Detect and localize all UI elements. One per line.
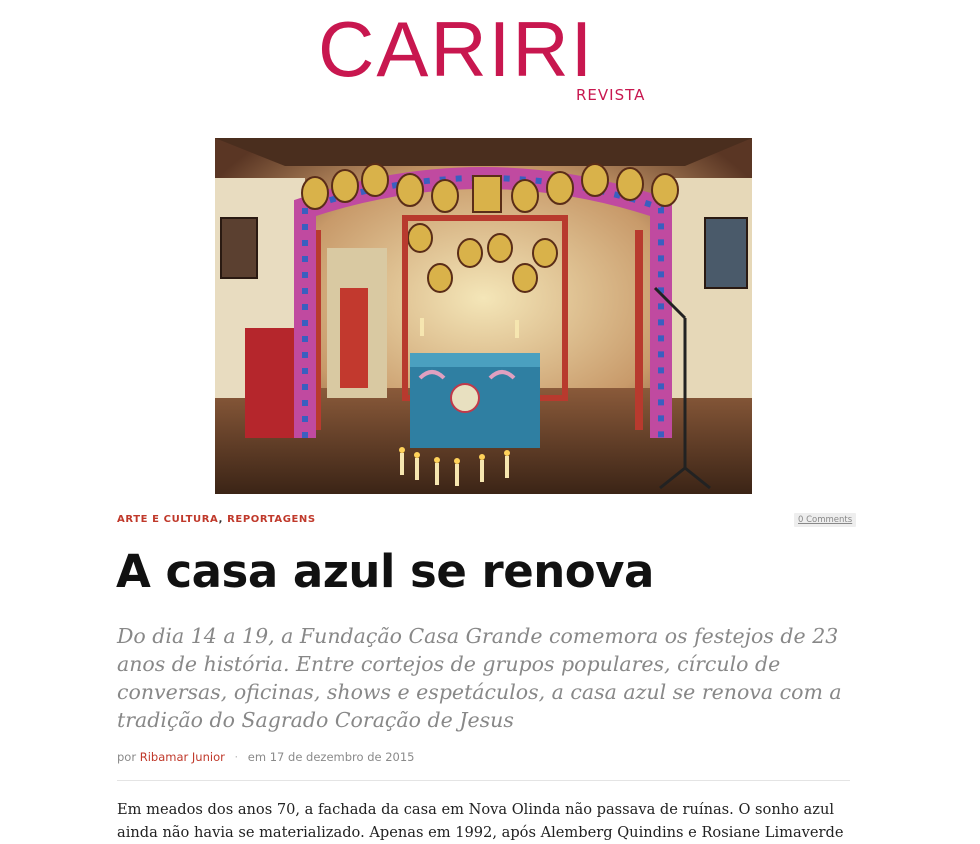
author-link[interactable]: Ribamar Junior — [139, 750, 225, 764]
article-categories — [117, 514, 316, 525]
article-byline — [117, 750, 415, 764]
category-link-arte-e-cultura[interactable]: ARTE E CULTURA — [117, 514, 219, 525]
altar-photo — [215, 138, 752, 494]
article-title: A casa azul se renova — [116, 545, 654, 598]
article-body-paragraph: Em meados dos anos 70, a fachada da casa em Nova Olinda não passava de ruínas. O sonho azul ainda não havia se materializado. Apenas em 1992, após Alemberg Quindins e Rosiane Limaverde — [117, 801, 844, 841]
byline-by-label: por — [117, 750, 137, 764]
category-separator: , — [218, 514, 223, 525]
logo-subtitle: REVISTA — [576, 86, 646, 104]
article-lede: Do dia 14 a 19, a Fundação Casa Grande comemora os festejos de 23 anos de história. Entre cortejos de grupos populares, círculo de conversas, oficinas, shows e espetáculos, a casa azul se renova com a tradição do Sagrado Coração de Jesus — [117, 624, 842, 732]
logo-wordmark: CARIRI — [318, 5, 595, 93]
byline-separator: · — [234, 750, 239, 764]
byline-divider — [117, 780, 850, 781]
article-hero-image — [215, 138, 752, 494]
comments-count-badge[interactable]: 0 Comments — [794, 513, 856, 527]
site-logo[interactable] — [318, 6, 658, 110]
publish-date: em 17 de dezembro de 2015 — [247, 750, 415, 764]
category-link-reportagens[interactable]: REPORTAGENS — [227, 514, 316, 525]
